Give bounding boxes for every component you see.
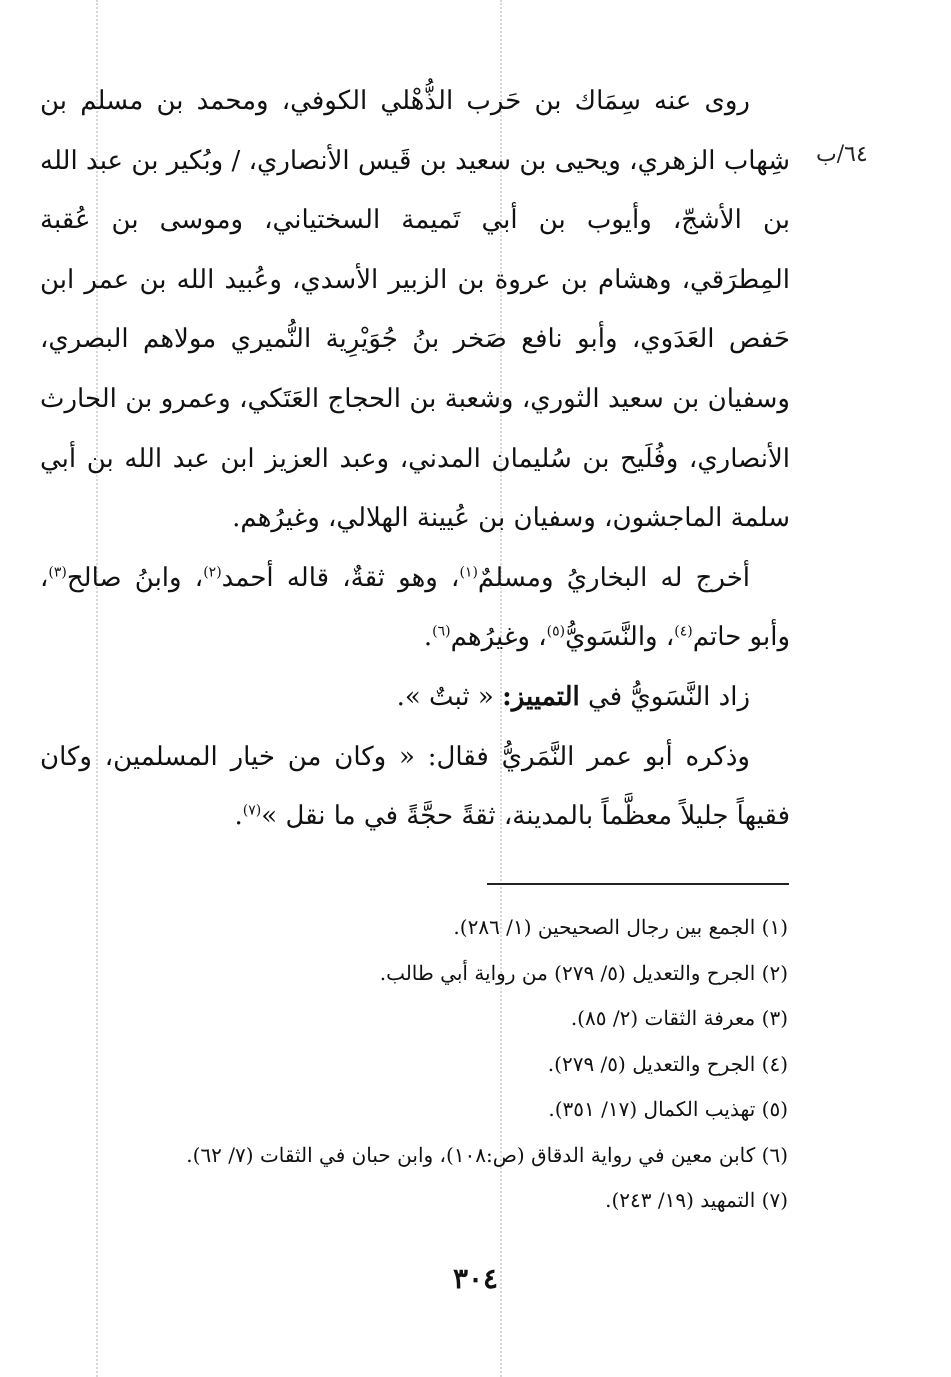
footnote-ref: (٧) bbox=[242, 802, 262, 819]
footnote-item: (٢) الجرح والتعديل (٥/ ٢٧٩) من رواية أبي طالب. bbox=[379, 960, 788, 985]
footnote-ref: (٦) bbox=[432, 623, 451, 640]
footnote-item: (٥) تهذيب الكمال (١٧/ ٣٥١). bbox=[548, 1097, 788, 1121]
footnote-separator bbox=[487, 883, 789, 885]
paragraph-grading: أخرج له البخاريُ ومسلمٌ$^{(١)}$، وهو ثقةٌ، قاله أحمد$^{(٢)}$، وابنُ صالح$^{(٣)}$، وأبو حاتم$^{(٤)}$، والنَّسَويُّ$^{(٥)}$، وغيرُهم$^{(٦)}$. bbox=[40, 562, 790, 653]
footnote-item: (٧) التمهيد (١٩/ ٢٤٣). bbox=[605, 1188, 788, 1212]
footnote-item: (٤) الجرح والتعديل (٥/ ٢٧٩). bbox=[547, 1051, 788, 1076]
page-number: ٣٠٤ bbox=[452, 1262, 499, 1295]
footnote-item: (١) الجمع بين رجال الصحيحين (١/ ٢٨٦). bbox=[453, 915, 788, 939]
footnote-item: (٣) معرفة الثقات (٢/ ٨٥). bbox=[570, 1006, 788, 1030]
paragraph-namari: وذكره أبو عمر النَّمَريُّ فقال: « وكان من خيار المسلمين، وكان فقيهاً جليلاً معظَّماً بالمدينة، ثقةً حجَّةً في ما نقل »$^{(٧)}$. bbox=[40, 741, 790, 832]
footnote-item: (٦) كابن معين في رواية الدقاق (ص:١٠٨)، وابن حبان في الثقات (٧/ ٦٢). bbox=[186, 1142, 788, 1167]
page-body bbox=[40, 72, 790, 847]
footnote-ref: (٥) bbox=[546, 623, 566, 640]
margin-note: ٦٤/ب bbox=[816, 142, 868, 167]
footnote-ref: (٢) bbox=[203, 564, 222, 581]
footnotes bbox=[60, 905, 788, 1224]
paragraph-narrators: روى عنه سِمَاك بن حَرب الذُّهْلي الكوفي، ومحمد بن مسلم بن شِهاب الزهري، ويحيى بن سعيد بن قَيس الأنصاري، / وبُكير بن عبد الله بن الأشجّ، وأيوب بن أبي تَميمة السختياني، وموسى بن عُقبة المِطرَقي، وهشام بن عروة بن الزبير الأسدي، وعُبيد الله بن عمر ابن حَفص العَدَوي، وأبو نافع صَخر بنُ جُوَيْرِية النُّميري مولاهم البصري، وسفيان بن سعيد الثوري، وشعبة بن الحجاج العَتَكي، وعمرو بن الحارث الأنصاري، وفُلَيح بن سُليمان المدني، وعبد العزيز ابن عبد الله بن أبي سلمة الماجشون، وسفيان بن عُيينة الهلالي، وغيرُهم. bbox=[40, 86, 790, 534]
footnote-ref: (٤) bbox=[674, 623, 693, 640]
footnote-ref: (١) bbox=[459, 564, 478, 581]
main-text bbox=[40, 72, 790, 847]
paragraph-tamyiz: زاد النَّسَويُّ في التمييز: « ثبتٌ ». bbox=[396, 681, 750, 712]
book-title: التمييز: bbox=[502, 681, 580, 712]
footnote-ref: (٣) bbox=[48, 564, 67, 581]
